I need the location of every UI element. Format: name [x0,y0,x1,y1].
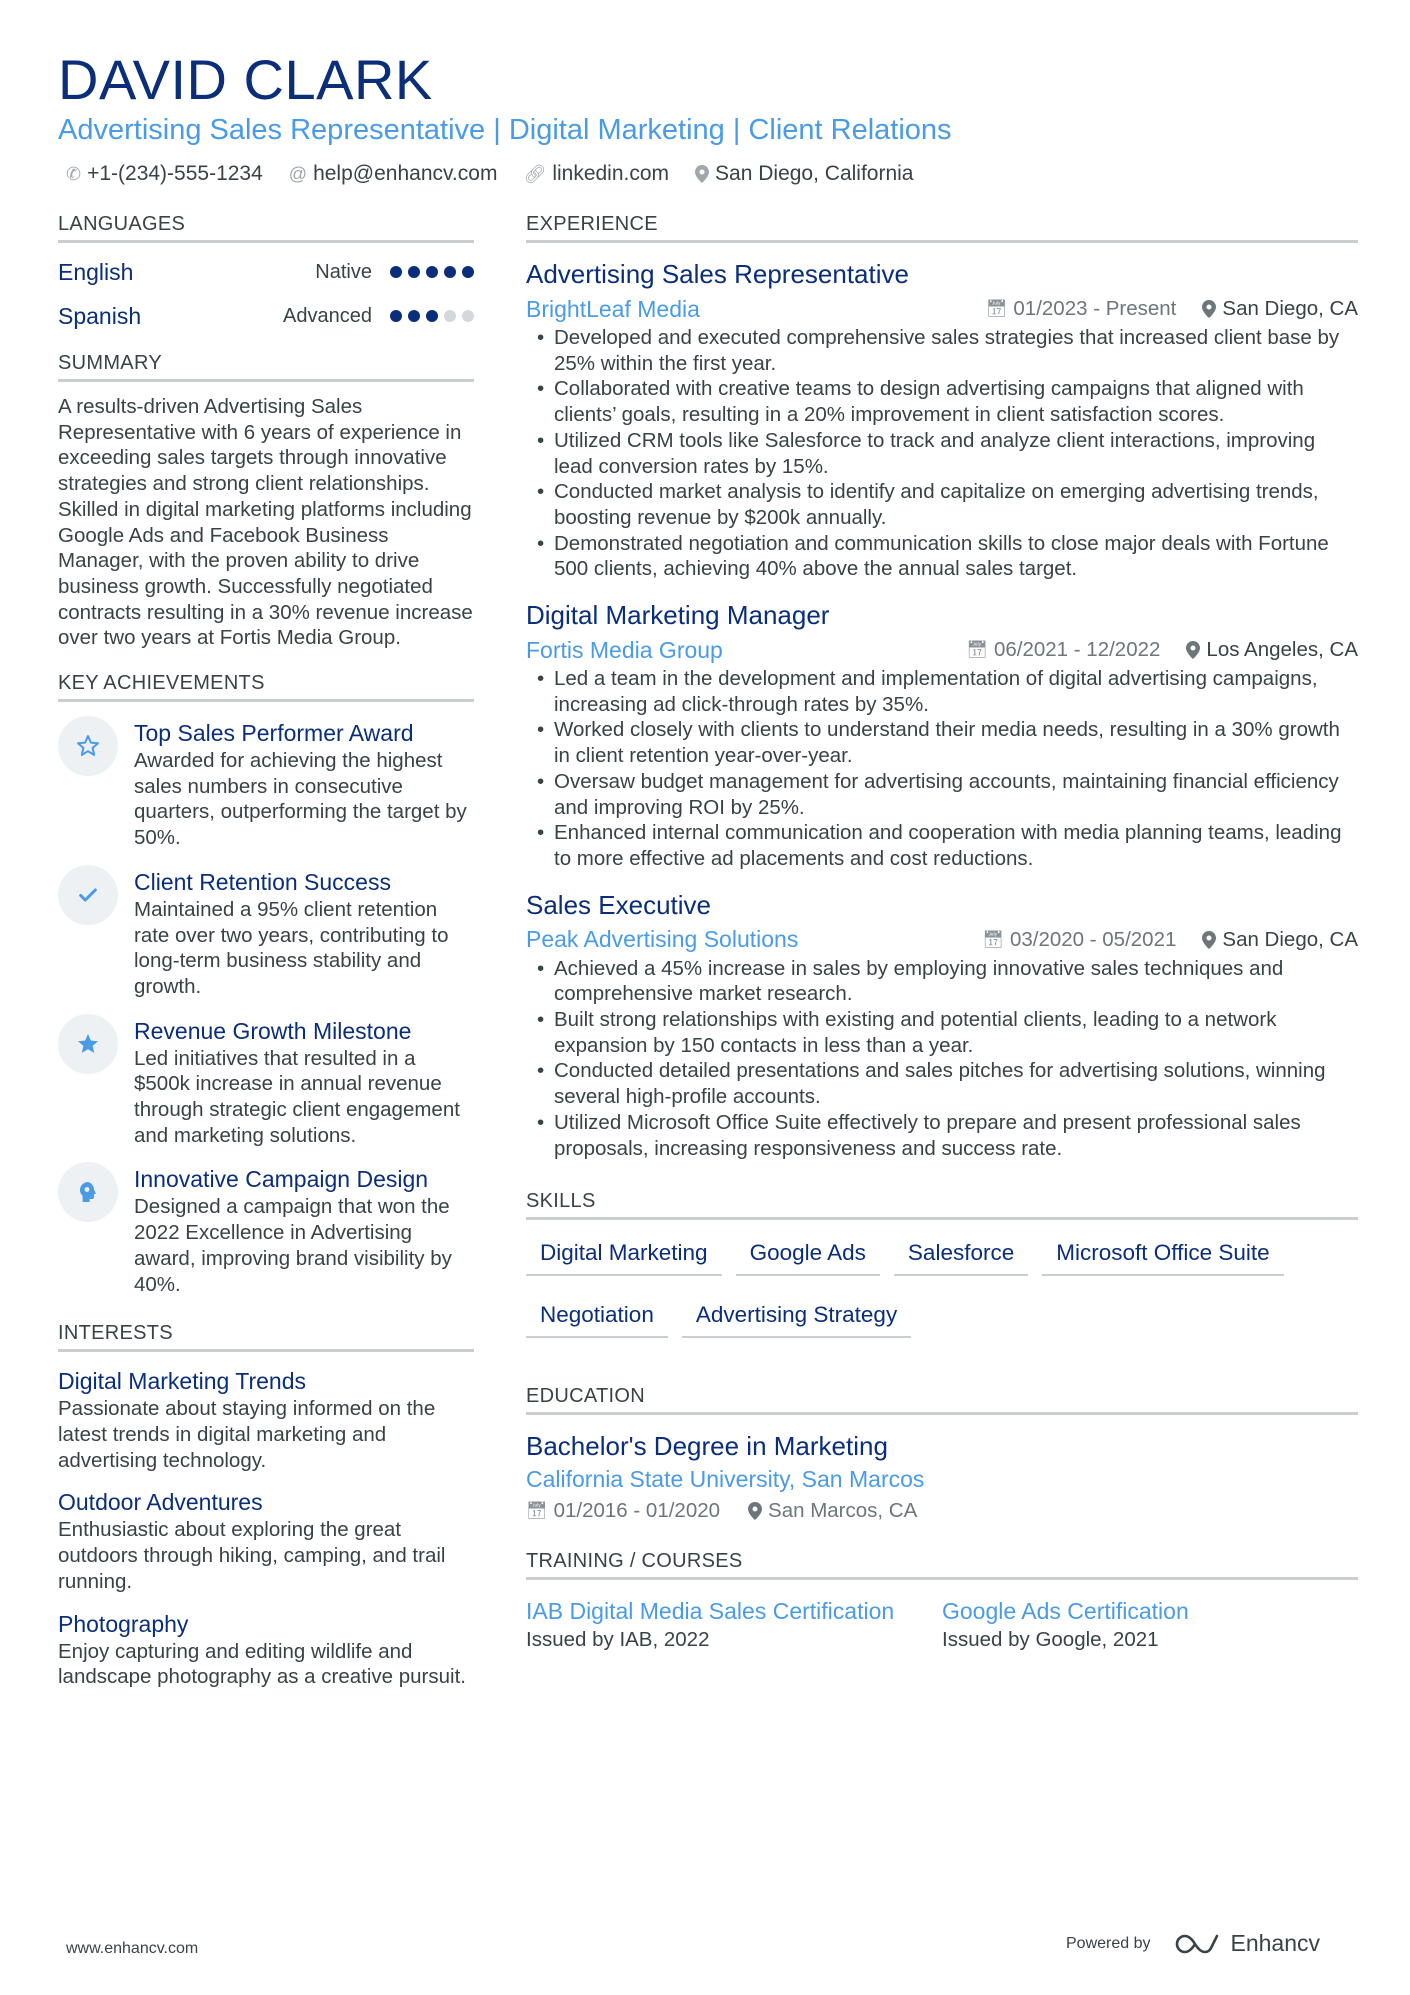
course-item [526,1596,942,1654]
contact-linkedin[interactable] [523,162,669,186]
job-bullets [526,325,1358,582]
proficiency-dots [390,310,474,322]
interest-desc: Enjoy capturing and editing wildlife and landscape photography as a creative pursuit. [58,1639,466,1689]
job-location-text: San Diego, CA [1222,927,1358,951]
achievement-item [58,718,474,851]
location-text: San Diego, California [715,162,914,185]
job-entry [526,888,1358,1162]
course-issuer: Issued by IAB, 2022 [526,1628,710,1652]
right-column [526,212,1358,1654]
location-pin-icon [695,165,709,183]
achievement-item [58,867,474,1000]
resume-name: DAVID CLARK [58,48,433,111]
achievement-item [58,1164,474,1297]
course-title: Google Ads Certification [942,1598,1189,1625]
edu-location-text: San Marcos, CA [768,1499,918,1523]
star-icon [58,1014,118,1074]
proficiency-dots [390,266,474,278]
edu-location [748,1499,917,1523]
achievement-title: Top Sales Performer Award [134,720,414,747]
interests-heading: INTERESTS [58,1321,474,1352]
degree-title: Bachelor's Degree in Marketing [526,1431,888,1462]
summary-heading: SUMMARY [58,351,474,382]
contact-location [695,162,913,186]
proficiency-dot-filled [426,310,438,322]
job-entry [526,598,1358,872]
company-name: Peak Advertising Solutions [526,926,799,953]
contact-phone [66,162,263,186]
job-dates [966,638,1160,662]
proficiency-dot-filled [390,310,402,322]
job-bullet: • Achieved a 45% increase in sales by employing innovative sales techniques and comprehensive market research. [554,956,1358,1007]
job-bullet: • Built strong relationships with existing and potential clients, leading to a network expansion by 150 contacts in less than a year. [554,1007,1358,1058]
proficiency-dot-filled [408,266,420,278]
interest-title: Outdoor Adventures [58,1489,263,1516]
achievement-desc: Awarded for achieving the highest sales numbers in consecutive quarters, outperforming the target by 50%. [134,749,467,850]
education-entry [526,1429,1358,1523]
star-outline-icon [58,716,118,776]
interest-title: Digital Marketing Trends [58,1368,306,1395]
interests-list [58,1366,474,1690]
language-item [58,301,474,331]
skills-heading: SKILLS [526,1189,1358,1220]
location-pin-icon [748,1502,762,1520]
job-location [1186,638,1358,662]
course-issuer: Issued by Google, 2021 [942,1628,1159,1652]
job-bullets [526,666,1358,872]
language-name: English [58,258,134,285]
experience-heading: EXPERIENCE [526,212,1358,243]
interest-desc: Enthusiastic about exploring the great outdoors through hiking, camping, and trail running. [58,1518,446,1593]
job-title: Digital Marketing Manager [526,600,830,631]
calendar-icon: 📅︎ [982,929,1004,949]
enhancv-logo-text: Enhancv [1230,1930,1321,1956]
language-name: Spanish [58,302,142,329]
left-column [58,212,474,1690]
location-pin-icon [1186,641,1200,659]
achievement-title: Revenue Growth Milestone [134,1017,412,1044]
job-bullet: • Led a team in the development and implementation of digital advertising campaigns, increasing ad click-through rates by 35%. [554,666,1358,717]
language-item [58,257,474,287]
powered-by-text: Powered by [1066,1934,1151,1952]
interest-desc: Passionate about staying informed on the latest trends in digital marketing and advertising technology. [58,1397,436,1472]
proficiency-dot-filled [444,266,456,278]
training-heading: TRAINING / COURSES [526,1549,1358,1580]
resume-tagline: Advertising Sales Representative | Digital Marketing | Client Relations [58,114,952,146]
job-bullets [526,956,1358,1162]
proficiency-dot-filled [390,266,402,278]
job-bullet: • Utilized CRM tools like Salesforce to track and analyze client interactions, improving lead conversion rates by 15%. [554,428,1358,479]
skill-tag: Negotiation [526,1290,668,1338]
job-bullet: • Worked closely with clients to understand their media needs, resulting in a 30% growth in client retention year-over-year. [554,717,1358,768]
job-bullet: • Utilized Microsoft Office Suite effectively to prepare and present professional sales proposals, increasing responsiveness and success rate. [554,1110,1358,1161]
achievement-desc: Led initiatives that resulted in a $500k increase in annual revenue through strategic client engagement and marketing solutions. [134,1046,460,1147]
skills-list [526,1228,1358,1352]
job-dates [986,297,1177,321]
link-icon: 🔗︎ [523,163,547,184]
achievement-item [58,1016,474,1149]
job-location [1202,297,1358,321]
summary-text: A results-driven Advertising Sales Representative with 6 years of experience in exceeding sales targets through innovative strategies and strong client relationships. Skilled in digital marketing platforms including Google Ads and Facebook Business Manager, with the proven ability to drive business growth. Successfully negotiated contracts resulting in a 30% revenue increase over two years at Fortis Media Group. [58,395,473,650]
company-name: BrightLeaf Media [526,295,700,322]
at-icon: @ [288,163,308,184]
job-dates-text: 06/2021 - 12/2022 [993,638,1161,662]
job-location-text: Los Angeles, CA [1206,638,1358,662]
contact-email[interactable] [289,162,498,186]
skill-tag: Microsoft Office Suite [1042,1228,1283,1276]
company-name: Fortis Media Group [526,636,723,663]
course-item [942,1596,1358,1654]
job-location [1202,928,1358,952]
footer-branding [1066,1930,1320,1957]
phone-text: +1-(234)-555-1234 [87,162,263,185]
job-bullet: • Collaborated with creative teams to design advertising campaigns that aligned with clients’ goals, resulting in a 20% improvement in client satisfaction scores. [554,376,1358,427]
language-level: Advanced [283,304,372,327]
skill-tag: Salesforce [894,1228,1028,1276]
proficiency-dot-filled [426,266,438,278]
languages-heading: LANGUAGES [58,212,474,243]
achievement-desc: Maintained a 95% client retention rate over two years, contributing to long-term business stability and growth. [134,897,449,998]
proficiency-dot-empty [462,310,474,322]
job-dates-text: 03/2020 - 05/2021 [1009,927,1177,951]
job-bullet: • Oversaw budget management for advertising accounts, maintaining financial efficiency and improving ROI by 25%. [554,769,1358,820]
job-bullet: • Demonstrated negotiation and communication skills to close major deals with Fortune 500 clients, achieving 40% above the annual sales target. [554,531,1358,582]
job-dates [982,928,1176,952]
email-text[interactable]: help@enhancv.com [313,162,498,185]
linkedin-text[interactable]: linkedin.com [552,162,670,185]
achievement-desc: Designed a campaign that won the 2022 Excellence in Advertising award, improving brand visibility by 40%. [134,1195,452,1296]
courses-list [526,1596,1358,1654]
proficiency-dot-filled [462,266,474,278]
job-title: Advertising Sales Representative [526,259,909,289]
job-bullet: • Enhanced internal communication and cooperation with media planning teams, leading to more effective ad placements and cost reductions. [554,820,1358,871]
edu-dates [526,1499,720,1523]
job-bullet: • Developed and executed comprehensive sales strategies that increased client base by 25% within the first year. [554,325,1358,376]
achievements-list [58,718,474,1297]
enhancv-logo[interactable] [1175,1930,1321,1957]
edu-dates-text: 01/2016 - 01/2020 [553,1499,721,1523]
education-heading: EDUCATION [526,1384,1358,1415]
contact-bar [66,162,914,186]
job-location-text: San Diego, CA [1222,297,1358,320]
job-entry [526,257,1358,582]
skill-tag: Advertising Strategy [682,1290,911,1338]
calendar-icon: 📅︎ [985,299,1008,318]
job-bullet: • Conducted market analysis to identify and capitalize on emerging advertising trends, boosting revenue by $200k annually. [554,479,1358,530]
location-pin-icon [1202,931,1216,949]
footer-website[interactable]: www.enhancv.com [66,1940,199,1957]
proficiency-dot-empty [444,310,456,322]
location-pin-icon [1202,300,1216,318]
proficiency-dot-filled [408,310,420,322]
job-title: Sales Executive [526,889,711,920]
job-dates-text: 01/2023 - Present [1013,297,1177,320]
calendar-icon: 📅︎ [526,1501,548,1521]
skill-tag: Google Ads [736,1228,880,1276]
head-idea-icon [58,1162,118,1222]
languages-list [58,257,474,331]
check-icon [58,865,118,925]
calendar-icon: 📅︎ [966,640,988,660]
interest-title: Photography [58,1610,189,1637]
enhancv-logo-icon [1175,1932,1221,1956]
achievement-title: Client Retention Success [134,868,391,895]
achievements-heading: KEY ACHIEVEMENTS [58,671,474,702]
school-name: California State University, San Marcos [526,1466,925,1493]
job-bullet: • Conducted detailed presentations and sales pitches for advertising solutions, winning several high-profile accounts. [554,1058,1358,1109]
phone-icon: ✆ [66,163,82,184]
skill-tag: Digital Marketing [526,1228,722,1276]
course-title: IAB Digital Media Sales Certification [526,1598,895,1625]
language-level: Native [315,260,372,283]
achievement-title: Innovative Campaign Design [134,1166,429,1193]
